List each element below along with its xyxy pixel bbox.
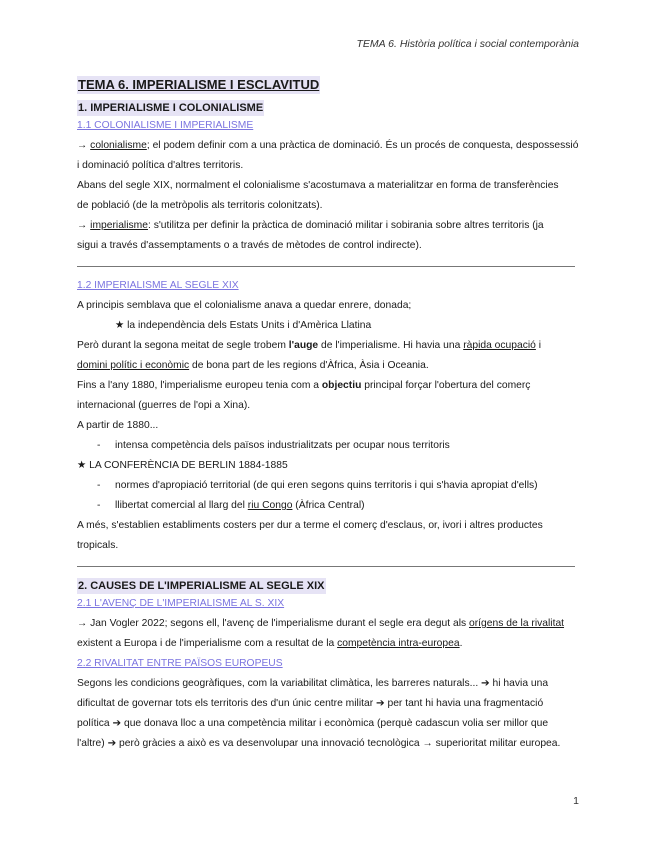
dash-marker: - [97, 440, 101, 451]
paragraph-line [77, 614, 579, 634]
text-span: de bona part de les regions d'Àfrica, Àsia i Oceania. [189, 360, 429, 371]
section-heading-2: 2. CAUSES DE L'IMPERIALISME AL SEGLE XIX [78, 580, 325, 592]
paragraph-line: sigui a través d'assemptaments o a través de mètodes de control indirecte). [77, 240, 422, 251]
text-span: de l'imperialisme. Hi havia una [318, 340, 464, 351]
horizontal-rule [77, 266, 575, 267]
paragraph-line: A partir de 1880... [77, 420, 159, 431]
paragraph-line [77, 216, 579, 236]
underlined-term: riu Congo [247, 500, 293, 511]
term-colonialisme: colonialisme [90, 140, 147, 151]
paragraph-line: Abans del segle XIX, normalment el colonialisme s'acostumava a materialitzar en forma de transferències [77, 180, 559, 191]
bold-term: objectiu [321, 380, 362, 391]
paragraph-line [77, 136, 579, 156]
dash-list-item [77, 496, 579, 516]
text-span: existent a Europa i de l'imperialisme com a resultat de la [77, 638, 338, 649]
subsection-heading-1-1: 1.1 COLONIALISME I IMPERIALISME [77, 120, 254, 131]
underlined-term: orígens de la rivalitat [469, 618, 565, 629]
dash-list-item [77, 476, 579, 496]
document-title: TEMA 6. IMPERIALISME I ESCLAVITUD [78, 77, 320, 92]
bold-term: l'auge [288, 340, 319, 351]
paragraph-line: política ➔ que donava lloc a una competència militar i econòmica (perquè cadascun volia ser millor que [77, 718, 549, 729]
text-span: LA CONFERÈNCIA DE BERLIN 1884-1885 [89, 460, 288, 471]
text-span: → Jan Vogler 2022; segons ell, l'avenç de l'imperialisme durant el segle era degut als [77, 618, 470, 629]
subsection-heading-2-1: 2.1 L'AVENÇ DE L'IMPERIALISME AL S. XIX [77, 598, 285, 609]
text-span: normes d'apropiació territorial (de qui eren segons quins territoris i qui s'havia apropiat d'ells) [115, 480, 538, 491]
underlined-term: ràpida ocupació [463, 340, 536, 351]
text-span: intensa competència dels països industrialitzats per ocupar nous territoris [115, 440, 450, 451]
text-span: i [535, 340, 542, 351]
paragraph-line: dificultat de governar tots els territoris des d'un únic centre militar ➔ per tant hi havia una fragmentació [77, 698, 544, 709]
text-span: Fins a l'any 1880, l'imperialisme europeu tenia com a [77, 380, 322, 391]
text-span: principal forçar l'obertura del comerç [361, 380, 531, 391]
subsection-heading-2-2: 2.2 RIVALITAT ENTRE PAÏSOS EUROPEUS [77, 658, 283, 669]
page-number: 1 [573, 795, 579, 807]
dash-marker: - [97, 480, 101, 491]
arrow-icon: → [77, 220, 88, 231]
text-span: Però durant la segona meitat de segle trobem [77, 340, 289, 351]
star-icon: ★ [77, 460, 87, 471]
paragraph-line: A principis semblava que el colonialisme anava a quedar enrere, donada; [77, 300, 412, 311]
text-span: (Àfrica Central) [292, 500, 365, 511]
paragraph-line [77, 634, 579, 654]
term-imperialisme: imperialisme [90, 220, 148, 231]
dash-marker: - [97, 500, 101, 511]
text-span: llibertat comercial al llarg del [115, 500, 248, 511]
star-icon: ★ [115, 320, 125, 331]
text-span: ; el podem definir com a una pràctica de dominació. És un procés de conquesta, despossessió [146, 140, 579, 151]
paragraph-line: Segons les condicions geogràfiques, com la variabilitat climàtica, les barreres naturals... ➔ hi havia una [77, 678, 549, 689]
paragraph-line: i dominació política d'altres territoris. [77, 160, 244, 171]
paragraph-line: l'altre) ➔ però gràcies a això es va desenvolupar una innovació tecnològica → superioritat militar europea. [77, 738, 561, 749]
underlined-term: domini polític i econòmic [77, 360, 190, 371]
running-header: TEMA 6. Història política i social contemporània [356, 38, 579, 50]
paragraph-line [77, 356, 579, 376]
text-span: : s'utilitza per definir la pràctica de dominació militar i sobirania sobre altres territoris (ja [147, 220, 544, 231]
star-heading [77, 456, 579, 476]
horizontal-rule [77, 566, 575, 567]
paragraph-line: A més, s'establien establiments costers per dur a terme el comerç d'esclaus, or, ivori i altres productes [77, 520, 543, 531]
text-span: la independència dels Estats Units i d'Amèrica Llatina [127, 320, 372, 331]
star-item [77, 316, 579, 336]
document-body [77, 76, 579, 754]
dash-list-item [77, 436, 579, 456]
paragraph-line: internacional (guerres de l'opi a Xina). [77, 400, 251, 411]
subsection-heading-1-2: 1.2 IMPERIALISME AL SEGLE XIX [77, 280, 239, 291]
paragraph-line [77, 376, 579, 396]
paragraph-line: de població (de la metròpolis als territoris colonitzats). [77, 200, 323, 211]
paragraph-line [77, 336, 579, 356]
text-span: . [459, 638, 463, 649]
underlined-term: competència intra-europea [337, 638, 460, 649]
arrow-icon: → [77, 140, 88, 151]
section-heading-1: 1. IMPERIALISME I COLONIALISME [78, 102, 264, 114]
paragraph-line: tropicals. [77, 540, 119, 551]
